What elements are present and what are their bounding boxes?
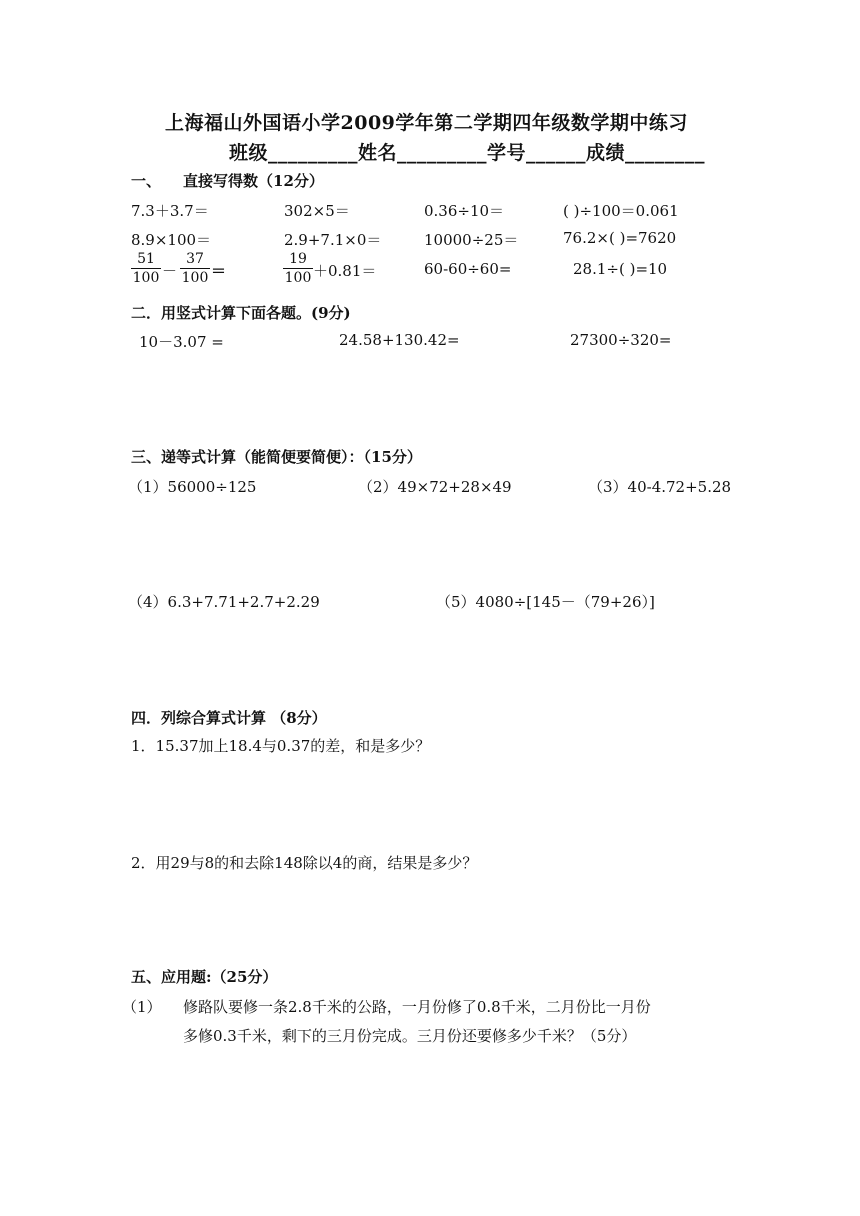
s1-r3-item4: 28.1÷( )=10 bbox=[573, 260, 668, 278]
student-info-line: 班级_________姓名_________学号______成绩________ bbox=[229, 142, 706, 164]
s1-r1-item1: 7.3＋3.7＝ bbox=[131, 202, 209, 220]
s1-r1-item4: ( )÷100＝0.061 bbox=[563, 202, 679, 220]
s3-item1: （1）56000÷125 bbox=[128, 478, 257, 496]
s4-question1: 1．15.37加上18.4与0.37的差，和是多少？ bbox=[131, 737, 431, 755]
s1-r2-item4: 76.2×( )=7620 bbox=[563, 229, 677, 247]
s1-r1-item2: 302×5＝ bbox=[284, 202, 350, 220]
section2-heading: 二．用竖式计算下面各题。(9分) bbox=[131, 304, 351, 322]
fraction-19-100 bbox=[283, 251, 313, 286]
s1-r2-item3: 10000÷25＝ bbox=[424, 231, 519, 249]
s4-question2: 2．用29与8的和去除148除以4的商，结果是多少？ bbox=[131, 854, 478, 872]
section4-heading: 四．列综合算式计算 （8分） bbox=[131, 709, 327, 727]
section1-number: 一、 bbox=[131, 172, 162, 190]
s3-item5: （5）4080÷[145－（79+26）] bbox=[436, 593, 655, 611]
s1-r3-plus-tail: ＋0.81＝ bbox=[313, 262, 377, 280]
equals-sign: ＝ bbox=[211, 262, 227, 280]
s2-item2: 24.58+130.42= bbox=[339, 331, 460, 349]
fraction-51-100 bbox=[131, 251, 161, 286]
s3-item4: （4）6.3+7.71+2.7+2.29 bbox=[128, 593, 320, 611]
s2-item3: 27300÷320= bbox=[570, 331, 672, 349]
s1-r2-item1: 8.9×100＝ bbox=[131, 231, 212, 249]
s5-question1-line2: 多修0.3千米，剩下的三月份完成。三月份还要修多少千米？（5分） bbox=[183, 1027, 637, 1045]
s1-r2-item2: 2.9+7.1×0＝ bbox=[284, 231, 382, 249]
s3-item3: （3）40-4.72+5.28 bbox=[588, 478, 732, 496]
fraction2-denominator: 100 bbox=[181, 270, 209, 286]
minus-sign: － bbox=[162, 262, 178, 280]
fraction3-numerator: 19 bbox=[283, 251, 313, 269]
section3-heading: 三、递等式计算（能简便要简便）：（15分） bbox=[131, 448, 422, 466]
section5-heading: 五、应用题:（25分） bbox=[131, 968, 278, 986]
fraction3-denominator: 100 bbox=[284, 270, 312, 286]
fraction1-numerator: 51 bbox=[131, 251, 161, 269]
s2-item1: 10－3.07 = bbox=[139, 333, 224, 351]
fraction2-numerator: 37 bbox=[180, 251, 210, 269]
s1-r1-item3: 0.36÷10＝ bbox=[424, 202, 505, 220]
fraction-37-100 bbox=[180, 251, 210, 286]
s3-item2: （2）49×72+28×49 bbox=[358, 478, 512, 496]
page-title: 上海福山外国语小学2009学年第二学期四年级数学期中练习 bbox=[165, 112, 688, 134]
s5-question1-number: （1） bbox=[122, 998, 162, 1016]
fraction1-denominator: 100 bbox=[132, 270, 160, 286]
s5-question1-line1: 修路队要修一条2.8千米的公路，一月份修了0.8千米，二月份比一月份 bbox=[183, 998, 651, 1016]
s1-r3-item3: 60-60÷60= bbox=[424, 260, 512, 278]
section1-heading: 直接写得数（12分） bbox=[183, 172, 324, 190]
